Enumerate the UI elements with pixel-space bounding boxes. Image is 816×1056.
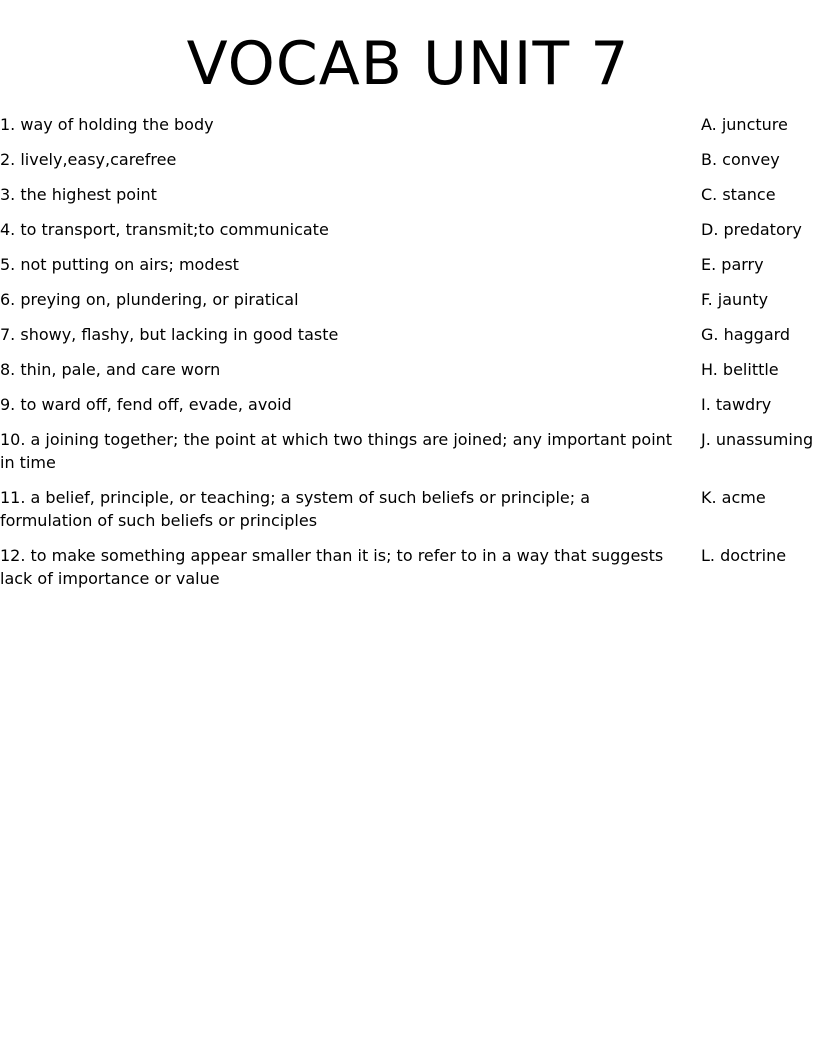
matching-row [0,428,816,474]
page-title: VOCAB UNIT 7 [186,29,630,99]
matching-row [0,218,816,241]
matching-row [0,148,816,171]
vocab-word: K. acme [701,488,766,507]
definition-text: 11. a belief, principle, or teaching; a system of such beliefs or principle; a formulation of such beliefs or principles [0,488,591,530]
vocab-word: E. parry [701,255,764,274]
definition-text: 12. to make something appear smaller than it is; to refer to in a way that suggests lack of importance or value [0,546,664,588]
matching-row [0,288,816,311]
vocab-word: J. unassuming [701,430,814,449]
vocab-word: H. belittle [701,360,779,379]
matching-row [0,486,816,532]
matching-row [0,544,816,590]
vocab-word: C. stance [701,185,776,204]
vocab-word: B. convey [701,150,780,169]
definition-text: 9. to ward off, fend off, evade, avoid [0,395,292,414]
definition-text: 4. to transport, transmit;to communicate [0,220,329,239]
definition-text: 8. thin, pale, and care worn [0,360,221,379]
matching-table [0,113,816,602]
vocab-word: L. doctrine [701,546,787,565]
matching-row [0,393,816,416]
matching-row [0,358,816,381]
definition-text: 1. way of holding the body [0,115,214,134]
definition-text: 2. lively,easy,carefree [0,150,177,169]
matching-row [0,183,816,206]
matching-row [0,253,816,276]
vocab-word: A. juncture [701,115,788,134]
vocab-word: D. predatory [701,220,802,239]
vocab-word: I. tawdry [701,395,772,414]
vocab-word: F. jaunty [701,290,769,309]
definition-text: 10. a joining together; the point at which two things are joined; any important point in time [0,430,673,472]
definition-text: 3. the highest point [0,185,157,204]
definition-text: 5. not putting on airs; modest [0,255,239,274]
matching-row [0,113,816,136]
definition-text: 7. showy, flashy, but lacking in good taste [0,325,339,344]
matching-row [0,323,816,346]
vocab-word: G. haggard [701,325,791,344]
definition-text: 6. preying on, plundering, or piratical [0,290,299,309]
